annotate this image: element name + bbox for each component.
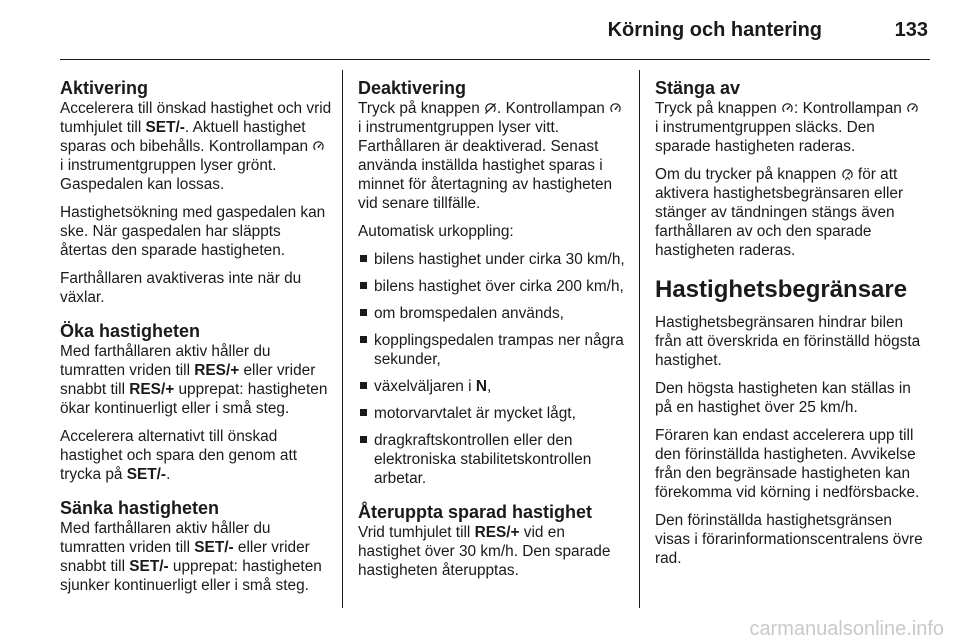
list-item: kopplingspedalen trampas ner några sekunder, <box>358 331 626 369</box>
list-item: om bromspedalen används, <box>358 304 626 323</box>
cruise-control-icon <box>906 102 919 115</box>
heading-deaktivering: Deaktivering <box>358 78 467 98</box>
list-item: motorvarvtalet är mycket lågt, <box>358 404 626 423</box>
paragraph: Med farthållaren aktiv håller du tumratten vriden till SET/- eller vrider snabbt till SET/- upprepat: hastigheten sjunker kontinuerligt eller i små steg. <box>60 520 322 594</box>
page-number: 133 <box>894 19 928 41</box>
column-3 <box>655 78 925 577</box>
paragraph: Hastighetsbegränsaren hindrar bilen från att överskrida en förinställd högsta hastighet. <box>655 314 921 369</box>
speed-limiter-icon <box>841 168 854 181</box>
heading-sanka-hastigheten: Sänka hastigheten <box>60 498 220 518</box>
list-item: bilens hastighet under cirka 30 km/h, <box>358 250 626 269</box>
heading-aktivering: Aktivering <box>60 78 149 98</box>
list-item: växelväljaren i N, <box>358 377 626 396</box>
paragraph: Tryck på knappen : Kontrollampan i instrumentgruppen släcks. Den sparade hastigheten raderas. <box>655 99 925 156</box>
paragraph: Vrid tumhjulet till RES/+ vid en hastighet över 30 km/h. Den sparade hastigheten återupptas. <box>358 524 611 579</box>
column-divider <box>639 70 640 608</box>
paragraph: Farthållaren avaktiveras inte när du växlar. <box>60 270 302 306</box>
paragraph: Accelerera alternativt till önskad hastighet och spara den genom att trycka på SET/-. <box>60 428 298 483</box>
bullet-list <box>358 250 626 488</box>
paragraph: Föraren kan endast accelerera upp till den förinställda hastigheten. Avvikelse från den begränsade hastigheten kan förekomma vid körning i nedförsbacke. <box>655 427 920 501</box>
paragraph: Accelerera till önskad hastighet och vrid tumhjulet till SET/-. Aktuell hastighet sparas och bibehålls. Kontrollampan i instrumentgruppen lyser grönt. Gaspedalen kan lossas. <box>60 100 332 193</box>
cruise-control-icon <box>312 140 325 153</box>
paragraph: Med farthållaren aktiv håller du tumratten vriden till RES/+ eller vrider snabbt till RES/+ upprepat: hastigheten ökar kontinuerligt eller i små steg. <box>60 343 328 417</box>
heading-oka-hastigheten: Öka hastigheten <box>60 321 201 341</box>
paragraph: Om du trycker på knappen för att aktivera hastighetsbegränsaren eller stänger av tändningen stängs även farthållaren av och den sparade hastigheten raderas. <box>655 166 904 259</box>
paragraph: Den högsta hastigheten kan ställas in på en hastighet över 25 km/h. <box>655 380 911 416</box>
watermark: carmanualsonline.info <box>749 618 944 640</box>
paragraph: Tryck på knappen . Kontrollampan i instrumentgruppen lyser vitt. Farthållaren är deaktiverad. Senast använda inställda hastighet sparas i minnet för återtagning av hastigheten vid senare tillfälle. <box>358 99 626 213</box>
list-item: dragkraftskontrollen eller den elektroniska stabilitetskontrollen arbetar. <box>358 431 626 488</box>
column-1 <box>60 78 332 604</box>
heading-hastighetsbegransare: Hastighetsbegränsare <box>655 276 908 303</box>
heading-ateruppta: Återuppta sparad hastighet <box>358 502 593 522</box>
header-rule <box>60 59 930 60</box>
page-header-title: Körning och hantering <box>607 19 822 41</box>
column-2 <box>358 78 626 589</box>
cruise-cancel-icon <box>484 102 497 115</box>
paragraph: Den förinställda hastighetsgränsen visas i förarinformationscentralens övre rad. <box>655 512 923 567</box>
cruise-control-icon <box>609 102 622 115</box>
paragraph: Automatisk urkoppling: <box>358 223 514 240</box>
cruise-control-icon <box>781 102 794 115</box>
paragraph: Hastighetsökning med gaspedalen kan ske. När gaspedalen har släppts återtas den sparade hastigheten. <box>60 204 326 259</box>
heading-stanga-av: Stänga av <box>655 78 741 98</box>
column-divider <box>342 70 343 608</box>
list-item: bilens hastighet över cirka 200 km/h, <box>358 277 626 296</box>
